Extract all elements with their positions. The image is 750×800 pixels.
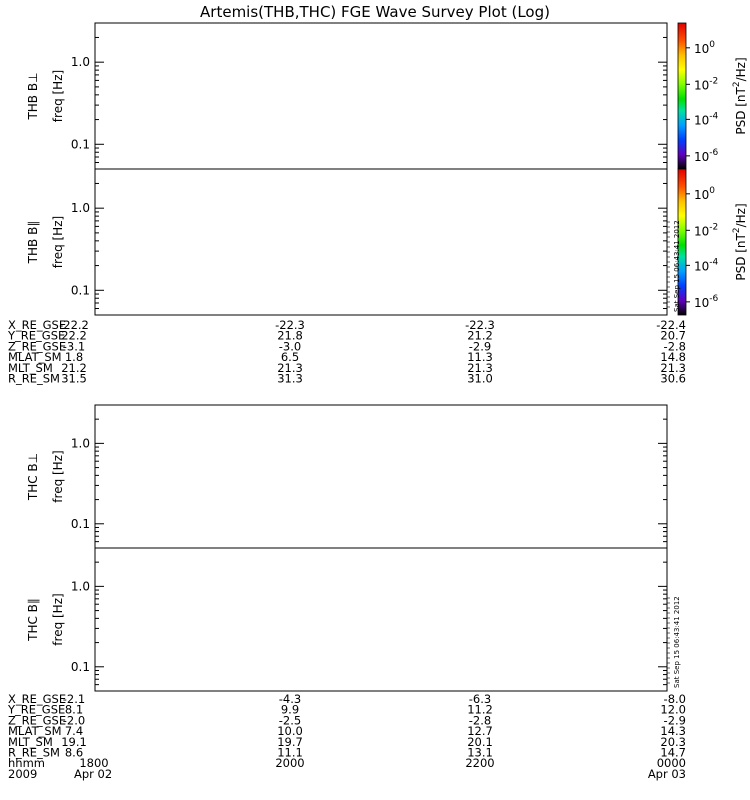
ephemeris-row-label: MLAT_SM [8, 724, 62, 739]
ephemeris-value: 20.1 [467, 734, 493, 749]
ephemeris-value: 14.7 [660, 745, 686, 760]
ephemeris-value: -2.9 [468, 339, 492, 354]
probe-label: THB B∥ [26, 220, 40, 264]
ephemeris-value: 8.1 [64, 702, 84, 717]
ephemeris-row-label: R_RE_SM [8, 745, 60, 760]
probe-label: THC B∥ [26, 598, 40, 641]
ephemeris-value: 12.0 [660, 702, 686, 717]
ephemeris-value: 11.3 [467, 350, 493, 365]
freq-tick-label: 0.1 [70, 137, 90, 152]
ephemeris-value: 13.1 [467, 745, 493, 760]
ephemeris-value: 14.3 [660, 724, 686, 739]
ephemeris-value: -2.5 [278, 713, 302, 728]
colorbar-tick-label: $10^{-4}$ [694, 111, 719, 128]
panel-frame [95, 169, 667, 315]
ephemeris-row-label: MLT_SM [8, 734, 53, 749]
freq-tick-label: 1.0 [70, 436, 90, 451]
freq-tick-label: 1.0 [70, 579, 90, 594]
ephemeris-value: 11.1 [277, 745, 303, 760]
probe-label: THB B⊥ [26, 72, 40, 120]
ephemeris-value: 31.5 [61, 371, 87, 386]
ephemeris-row-label: Y_RE_GSE [8, 702, 66, 717]
ephemeris-value: 31.0 [467, 371, 493, 386]
ephemeris-value: 21.8 [277, 328, 303, 343]
ephemeris-value: 20.7 [660, 328, 686, 343]
ephemeris-value: -2.8 [663, 339, 686, 354]
ephemeris-value: 20.3 [660, 734, 686, 749]
time-tick-label: 2000 [275, 756, 305, 771]
ephemeris-row-label: X_RE_GSE [8, 318, 67, 332]
ephemeris-row-label: Z_RE_GSE [8, 339, 67, 354]
ephemeris-value: -2.9 [663, 713, 686, 728]
time-axis [8, 756, 686, 781]
colorbar-tick-label: $10^{-6}$ [694, 147, 719, 164]
spectrogram-panel-2 [26, 169, 667, 315]
colorbar-label: PSD $[nT^2/Hz]$ [732, 203, 748, 281]
colorbar-tick-label: $10^0$ [694, 185, 716, 202]
panel-frame [95, 405, 667, 548]
ephemeris-value: 30.6 [660, 371, 686, 386]
ephemeris-value: -3.1 [62, 339, 86, 354]
freq-axis-label: freq [Hz] [51, 69, 65, 123]
colorbar-tick-label: $10^{-2}$ [694, 222, 719, 239]
ephemeris-value: 7.4 [64, 724, 84, 739]
freq-tick-label: 0.1 [70, 516, 90, 531]
ephemeris-value: 1.8 [64, 350, 84, 365]
ephemeris-value: 21.3 [660, 360, 686, 375]
ephemeris-value: -3.0 [278, 339, 302, 354]
ephemeris-value: 21.3 [277, 360, 303, 375]
ephemeris-row-label: R_RE_SM [8, 371, 60, 386]
end-date-label: Apr 03 [647, 766, 686, 781]
freq-tick-label: 1.0 [70, 201, 90, 216]
probe-label: THC B⊥ [26, 452, 40, 501]
ephemeris-value: 19.7 [277, 734, 303, 749]
ephemeris-value: -2.1 [62, 692, 86, 706]
freq-tick-label: 0.1 [70, 283, 90, 298]
ephemeris-value: 11.2 [467, 702, 493, 717]
psd-colorbar-2 [678, 169, 748, 315]
ephemeris-value: 9.9 [280, 702, 300, 717]
ephemeris-value: 21.2 [61, 360, 87, 375]
ephemeris-table-thc [7, 692, 686, 760]
ephemeris-value: 22.2 [61, 328, 87, 343]
freq-tick-label: 1.0 [70, 55, 90, 70]
ephemeris-value: -2.0 [62, 713, 86, 728]
ephemeris-value: -22.3 [275, 318, 305, 332]
spectrogram-panel-1 [26, 23, 667, 169]
spectrogram-panel-4 [26, 548, 667, 691]
ephemeris-value: -6.3 [468, 692, 492, 706]
ephemeris-value: -22.2 [59, 318, 89, 332]
colorbar-label: PSD $[nT^2/Hz]$ [732, 57, 748, 135]
freq-axis-label: freq [Hz] [51, 593, 65, 646]
colorbar-tick-label: $10^{-4}$ [694, 257, 719, 274]
colorbar-tick-label: $10^{-2}$ [694, 76, 719, 93]
freq-axis-label: freq [Hz] [51, 215, 65, 269]
ephemeris-row-label: Y_RE_GSE [8, 328, 66, 343]
freq-axis-label: freq [Hz] [51, 450, 65, 503]
ephemeris-value: -2.8 [468, 713, 492, 728]
ephemeris-value: 31.3 [277, 371, 303, 386]
start-date-label: Apr 02 [74, 766, 113, 781]
plot-timestamp: Sat Sep 15 06:43:41 2012 [673, 220, 681, 312]
time-axis-row-label: hhmm [8, 756, 45, 771]
ephemeris-row-label: MLAT_SM [8, 350, 62, 365]
time-tick-label: 2200 [465, 756, 495, 771]
ephemeris-value: 6.5 [280, 350, 300, 365]
ephemeris-value: -22.3 [465, 318, 495, 332]
plot-timestamp: Sat Sep 15 06:43:41 2012 [673, 596, 681, 688]
ephemeris-value: 19.1 [61, 734, 87, 749]
time-tick-label: 0000 [656, 756, 686, 771]
ephemeris-value: 10.0 [277, 724, 303, 739]
ephemeris-value: 21.3 [467, 360, 493, 375]
freq-tick-label: 0.1 [70, 659, 90, 674]
ephemeris-value: 12.7 [467, 724, 493, 739]
panel-frame [95, 23, 667, 169]
ephemeris-value: -4.3 [278, 692, 302, 706]
colorbar-tick-label: $10^0$ [694, 39, 716, 56]
ephemeris-row-label: X_RE_GSE [8, 692, 67, 706]
ephemeris-value: 8.6 [64, 745, 84, 760]
colorbar-tick-label: $10^{-6}$ [694, 293, 719, 310]
ephemeris-table-thb [7, 318, 686, 386]
ephemeris-value: -8.0 [663, 692, 686, 706]
ephemeris-row-label: MLT_SM [8, 360, 53, 375]
ephemeris-row-label: Z_RE_GSE [8, 713, 67, 728]
colorbar-gradient [678, 23, 686, 169]
ephemeris-value: 21.2 [467, 328, 493, 343]
ephemeris-value: 14.8 [660, 350, 686, 365]
time-tick-label: 1800 [79, 756, 109, 771]
ephemeris-value: -22.4 [656, 318, 686, 332]
panel-frame [95, 548, 667, 691]
spectrogram-panel-3 [26, 405, 667, 548]
figure-title: Artemis(THB,THC) FGE Wave Survey Plot (Log) [200, 3, 550, 21]
year-label: 2009 [8, 766, 38, 781]
psd-colorbar-1 [678, 23, 748, 169]
